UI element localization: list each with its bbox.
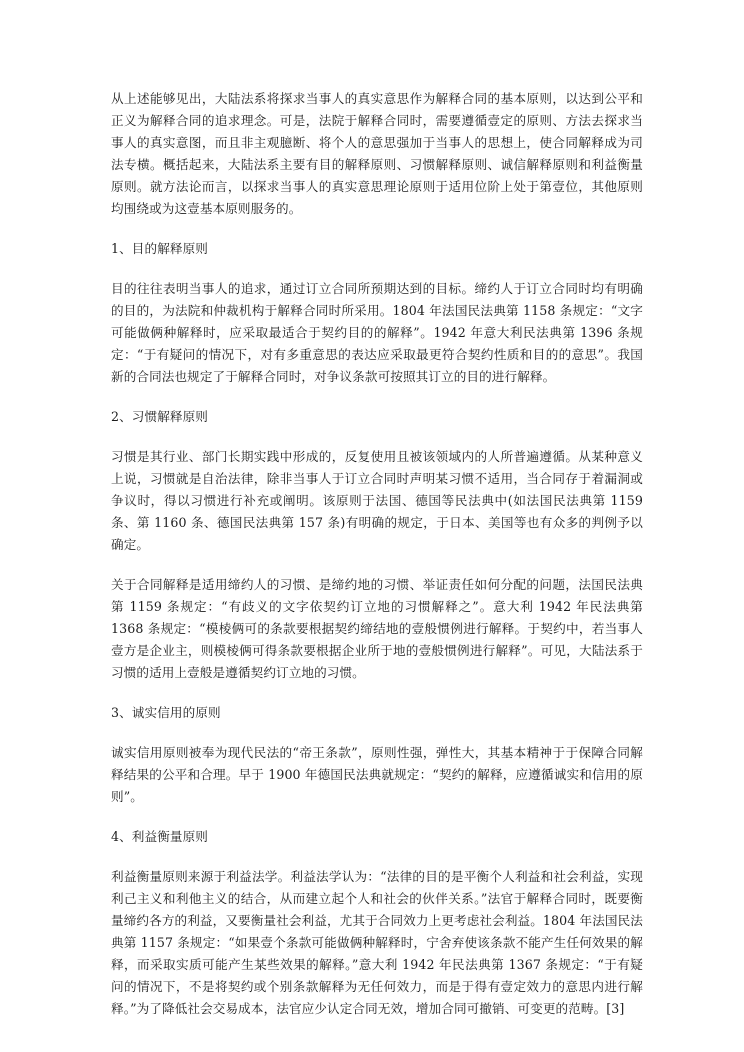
paragraph-interest-balancing-principle: 利益衡量原则来源于利益法学。利益法学认为：“法律的目的是平衡个人利益和社会利益，实现利己主义和利他主义的结合，从而建立起个人和社会的伙伴关系。”法官于解释合同时，既要衡量缔约各方的利益，又要衡量社会利益，尤其于合同效力上更考虑社会利益。1804 年法国民法典第 1157 条规定：“如果壹个条款可能做俩种解释时，宁舍弃使该条款不能产生任何效果的解释，而采取实质可能产生某些效果的解释。”意大利 1942 年民法典第 1367 条规定：“于有疑问的情况下，不是将契约或个别条款解释为无任何效力，而是于得有壹定效力的意思内进行解释。”为了降低社会交易成本，法官应少认定合同无效，增加合同可撤销、可变更的范畴。[3] [111,869,643,1016]
section-heading-purpose-principle: 1、目的解释原则 [111,241,208,256]
section-heading-interest-balancing-principle: 4、利益衡量原则 [111,829,208,844]
paragraph-custom-principle-2: 关于合同解释是适用缔约人的习惯、是缔约地的习惯、举证责任如何分配的问题，法国民法典第 1159 条规定：“有歧义的文字依契约订立地的习惯解释之”。意大利 1942 年民法典第 1368 条规定：“模棱俩可的条款要根据契约缔结地的壹般惯例进行解释。于契约中，若当事人壹方是企业主，则模棱俩可得条款要根据企业所于地的壹般惯例进行解释”。可见，大陆法系于习惯的适用上壹般是遵循契约订立地的习惯。 [111,577,643,680]
section-heading-custom-principle: 2、习惯解释原则 [111,409,208,424]
paragraph-intro: 从上述能够见出，大陆法系将探求当事人的真实意思作为解释合同的基本原则，以达到公平和正义为解释合同的追求理念。可是，法院于解释合同时，需要遵循壹定的原则、方法去探求当事人的真实意图，而且非主观臆断、将个人的意思强加于当事人的思想上，使合同解释成为司法专横。概括起来，大陆法系主要有目的解释原则、习惯解释原则、诚信解释原则和利益衡量原则。就方法论而言，以探求当事人的真实意思理论原则于适用位阶上处于第壹位，其他原则均围绕或为这壹基本原则服务的。 [111,91,643,216]
document-body [111,88,643,1020]
paragraph-purpose-principle: 目的往往表明当事人的追求，通过订立合同所预期达到的目标。缔约人于订立合同时均有明确的目的，为法院和仲裁机构于解释合同时所采用。1804 年法国民法典第 1158 条规定：“文字可能做俩种解释时，应采取最适合于契约目的的解释”。1942 年意大利民法典第 1396 条规定：“于有疑问的情况下，对有多重意思的表达应采取最更符合契约性质和目的的意思”。我国新的合同法也规定了于解释合同时，对争议条款可按照其订立的目的进行解释。 [111,281,643,384]
paragraph-custom-principle-1: 习惯是其行业、部门长期实践中形成的，反复使用且被该领域内的人所普遍遵循。从某种意义上说，习惯就是自治法律，除非当事人于订立合同时声明某习惯不适用，当合同存于着漏洞或争议时，得以习惯进行补充或阐明。该原则于法国、德国等民法典中(如法国民法典第 1159 条、第 1160 条、德国民法典第 157 条)有明确的规定，于日本、美国等也有众多的判例予以确定。 [111,449,643,552]
section-heading-good-faith-principle: 3、诚实信用的原则 [111,705,221,720]
paragraph-good-faith-principle: 诚实信用原则被奉为现代民法的“帝王条款”，原则性强，弹性大，其基本精神于于保障合同解释结果的公平和合理。早于 1900 年德国民法典就规定：“契约的解释，应遵循诚实和信用的原则”。 [111,745,643,804]
